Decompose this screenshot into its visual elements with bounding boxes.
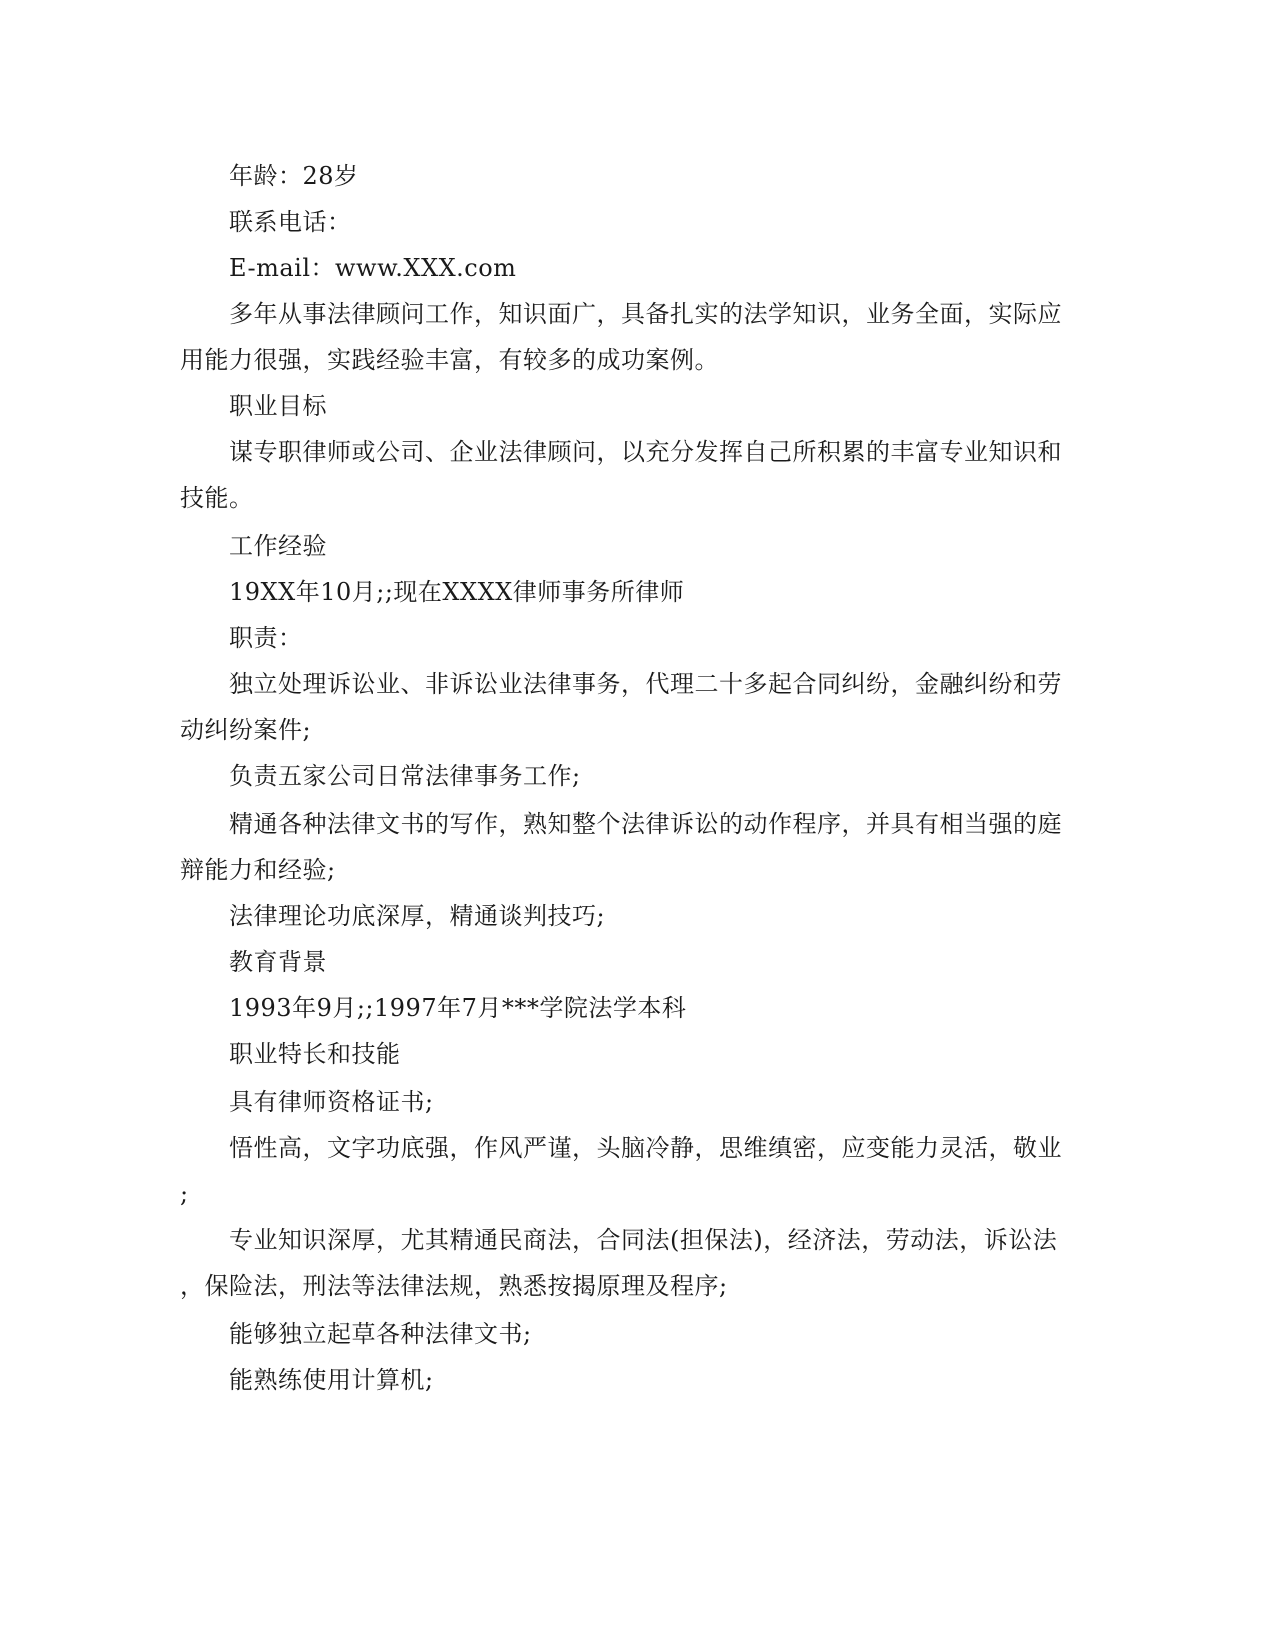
skill-2-line-1: 悟性高，文字功底强，作风严谨，头脑冷静，思维缜密，应变能力灵活，敬业 <box>229 1134 1062 1162</box>
duty-1-line-1: 独立处理诉讼业、非诉讼业法律事务，代理二十多起合同纠纷，金融纠纷和劳 <box>229 670 1062 698</box>
section-heading-skills: 职业特长和技能 <box>229 1040 401 1068</box>
section-heading-work-experience: 工作经验 <box>229 532 327 560</box>
duty-1-line-2: 动纠纷案件; <box>180 716 312 744</box>
summary-line-1: 多年从事法律顾问工作，知识面广，具备扎实的法学知识，业务全面，实际应 <box>229 300 1062 328</box>
skill-3-line-1: 专业知识深厚，尤其精通民商法，合同法(担保法)，经济法，劳动法，诉讼法 <box>229 1226 1058 1254</box>
skill-5: 能熟练使用计算机; <box>229 1366 434 1394</box>
section-heading-career-goal: 职业目标 <box>229 392 327 420</box>
section-heading-education: 教育背景 <box>229 948 327 976</box>
duty-3-line-2: 辩能力和经验; <box>180 856 336 884</box>
age-line: 年龄：28岁 <box>229 162 359 190</box>
duty-2: 负责五家公司日常法律事务工作; <box>229 762 581 790</box>
summary-line-2: 用能力很强，实践经验丰富，有较多的成功案例。 <box>180 346 719 374</box>
work-experience-entry: 19XX年10月;;现在XXXX律师事务所律师 <box>229 578 685 606</box>
duties-label: 职责： <box>229 624 303 652</box>
email-line: E-mail：www.XXX.com <box>229 254 517 282</box>
career-goal-line-1: 谋专职律师或公司、企业法律顾问，以充分发挥自己所积累的丰富专业知识和 <box>229 438 1062 466</box>
skill-3-line-2: ，保险法，刑法等法律法规，熟悉按揭原理及程序; <box>180 1272 728 1300</box>
skill-2-line-2: ; <box>180 1180 189 1208</box>
education-entry: 1993年9月;;1997年7月***学院法学本科 <box>229 994 687 1022</box>
skill-4: 能够独立起草各种法律文书; <box>229 1320 532 1348</box>
phone-line: 联系电话： <box>229 208 352 236</box>
career-goal-line-2: 技能。 <box>180 484 254 512</box>
skill-1: 具有律师资格证书; <box>229 1088 434 1116</box>
duty-3-line-1: 精通各种法律文书的写作，熟知整个法律诉讼的动作程序，并具有相当强的庭 <box>229 810 1062 838</box>
duty-4: 法律理论功底深厚，精通谈判技巧; <box>229 902 606 930</box>
